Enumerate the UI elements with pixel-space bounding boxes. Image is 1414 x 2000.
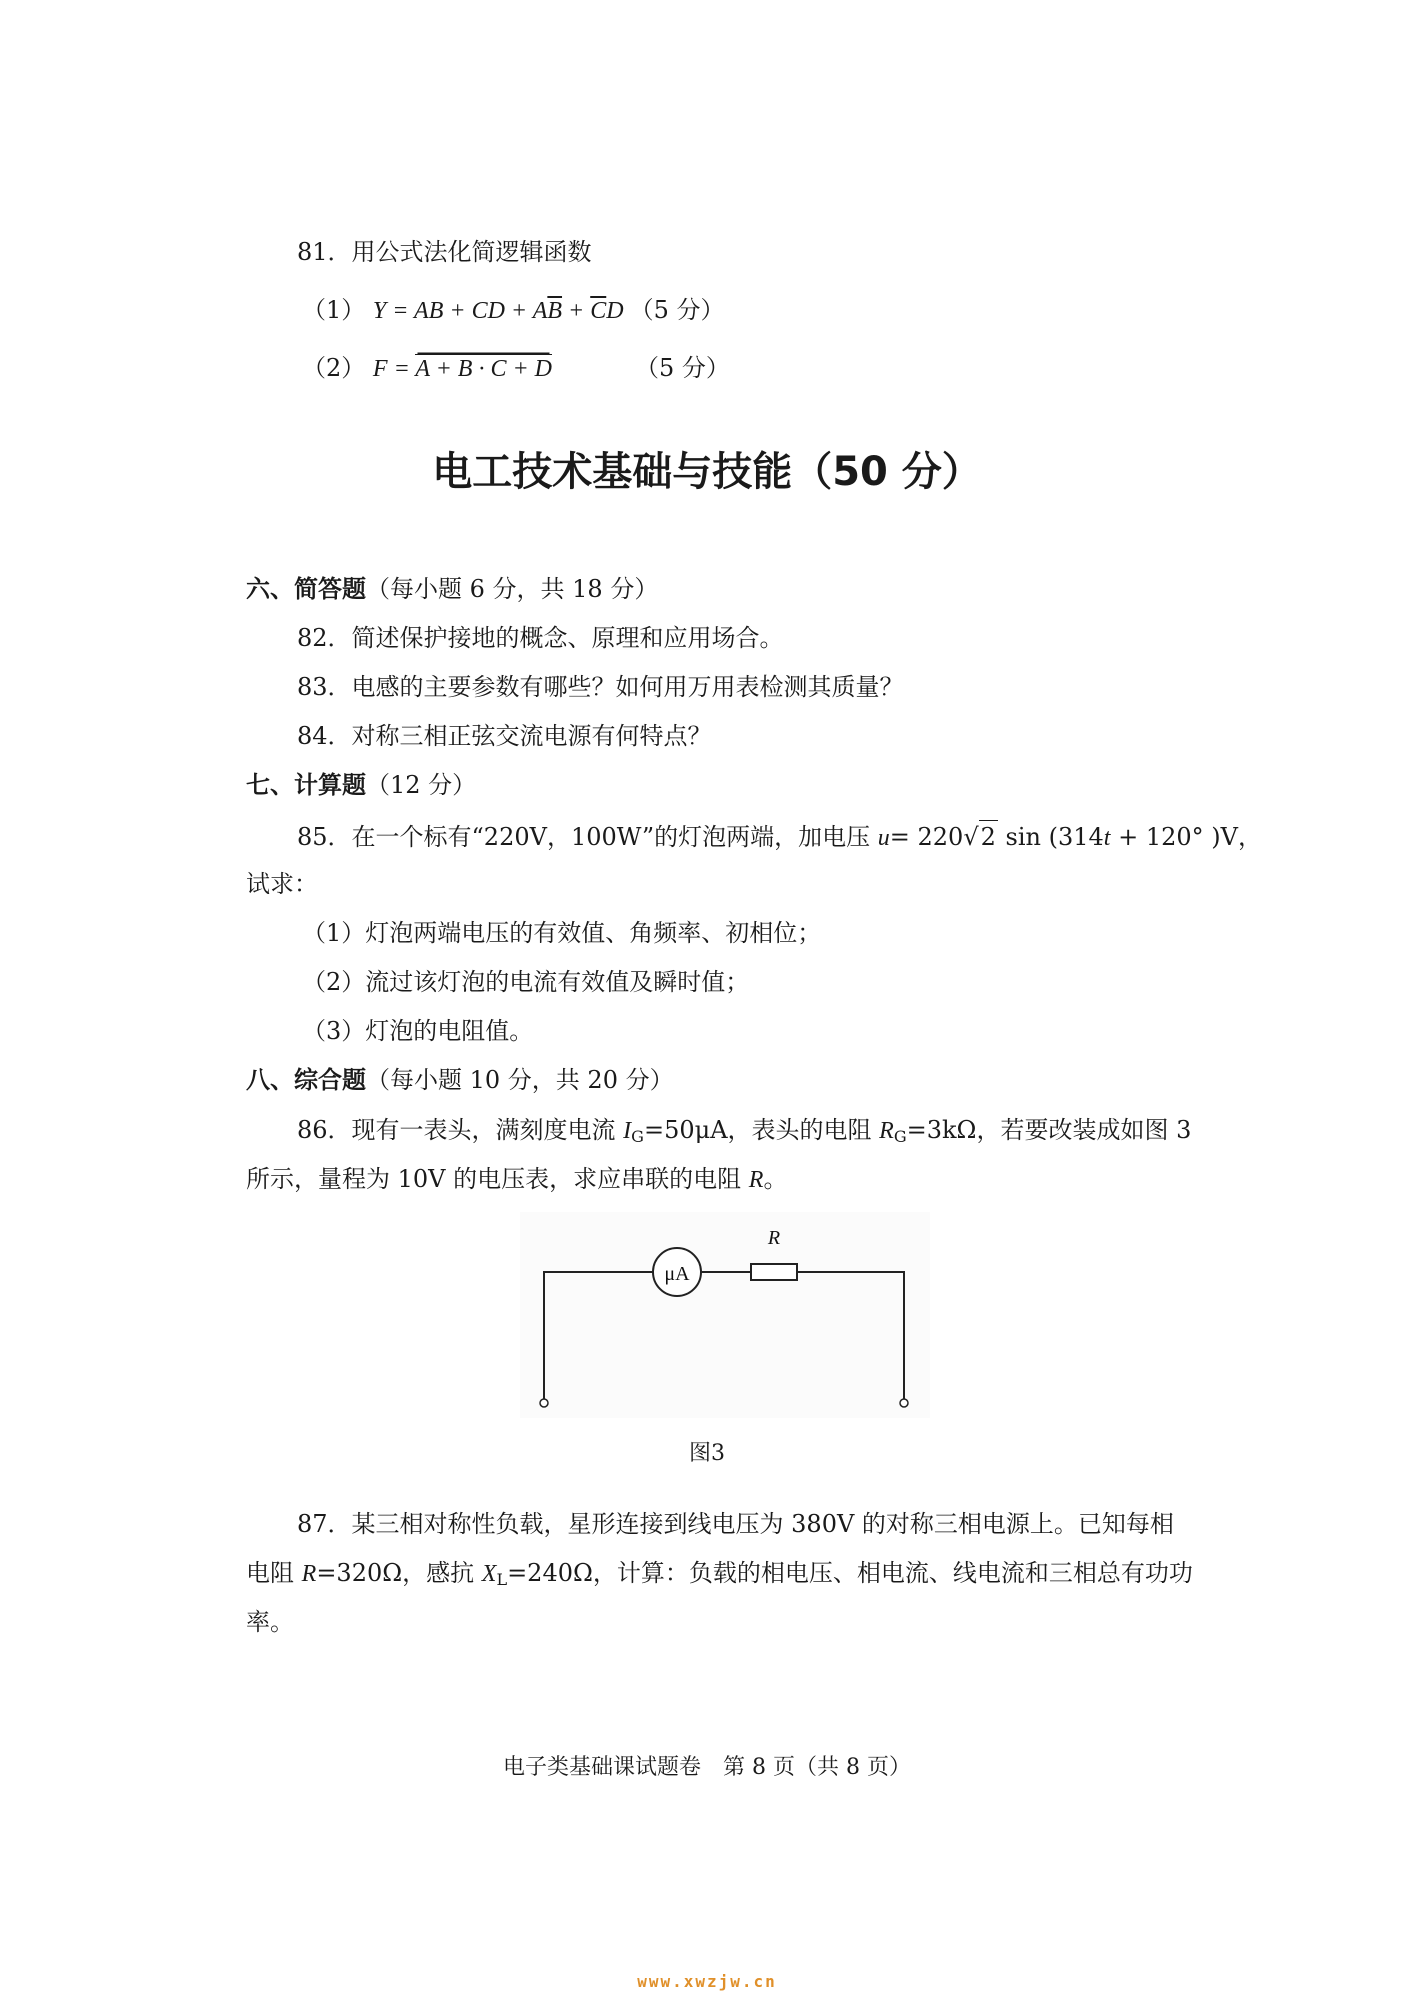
section-8-heading: 八、综合题 bbox=[246, 1066, 366, 1094]
sqrt-2: 2 bbox=[979, 820, 998, 853]
circuit-diagram bbox=[520, 1212, 930, 1418]
section-7-heading: 七、计算题 bbox=[246, 771, 366, 799]
question-85-line1: 85．在一个标有“220V，100W”的灯泡两端，加电压 u= 220√2 sin (314t + 120° )V， bbox=[297, 820, 1262, 854]
figure-background bbox=[520, 1212, 930, 1418]
q81-part2-score: （5 分） bbox=[635, 354, 730, 382]
question-85-line2: 试求： bbox=[246, 870, 318, 898]
q81-part1 bbox=[302, 294, 725, 327]
q81-part2-number: （2） bbox=[302, 354, 366, 382]
question-86-line1: 86．现有一表头，满刻度电流 $I_G=50\mu A$，表头的电阻 $R_G=3k\Omega$，若要改装成如图 3 bbox=[297, 1116, 1192, 1146]
q81-part1-formula: Y = AB + CD + $A\overline{B} + \overline{C}D$ bbox=[372, 298, 624, 324]
question-86-line2: 所示，量程为 10V 的电压表，求应串联的电阻 R。 bbox=[246, 1165, 788, 1193]
terminal-right bbox=[900, 1399, 908, 1407]
question-85-part2: （2）流过该灯泡的电流有效值及瞬时值； bbox=[302, 968, 750, 996]
question-87-line3: 率。 bbox=[246, 1608, 294, 1636]
q81-part1-number: （1） bbox=[302, 296, 366, 324]
question-83: 83．电感的主要参数有哪些？如何用万用表检测其质量？ bbox=[297, 673, 904, 701]
question-84: 84．对称三相正弦交流电源有何特点？ bbox=[297, 722, 712, 750]
figure-caption: 图3 bbox=[689, 1441, 725, 1466]
terminal-left bbox=[540, 1399, 548, 1407]
meter-label: μA bbox=[664, 1263, 690, 1285]
section-7-note: （12 分） bbox=[366, 771, 477, 799]
resistor-icon bbox=[751, 1264, 797, 1280]
q81-part2-formula: F = A + B · C + D bbox=[372, 356, 552, 382]
q81-part1-score: （5 分） bbox=[629, 296, 725, 324]
section-7-heading-line bbox=[246, 769, 476, 801]
q81-part2 bbox=[302, 352, 552, 385]
section-8-note: （每小题 10 分，共 20 分） bbox=[366, 1066, 674, 1094]
page-footer: 电子类基础课试题卷 第 8 页（共 8 页） bbox=[503, 1755, 911, 1780]
section-6-note: （每小题 6 分，共 18 分） bbox=[366, 575, 659, 603]
section-6-heading-line bbox=[246, 573, 658, 605]
section-8-heading-line bbox=[246, 1064, 674, 1096]
question-87-line1: 87．某三相对称性负载，星形连接到线电压为 380V 的对称三相电源上。已知每相 bbox=[297, 1510, 1174, 1538]
question-87-line2: 电阻 R=320Ω，感抗 $X_L=240\Omega$，计算：负载的相电压、相电流、线电流和三相总有功功 bbox=[246, 1559, 1193, 1589]
question-82: 82．简述保护接地的概念、原理和应用场合。 bbox=[297, 624, 784, 652]
watermark: www.xwzjw.cn bbox=[637, 1972, 777, 1991]
section-6-heading: 六、简答题 bbox=[246, 575, 366, 603]
resistor-label: R bbox=[767, 1227, 781, 1249]
section-title: 电工技术基础与技能（50 分） bbox=[432, 449, 982, 495]
question-85-part3: （3）灯泡的电阻值。 bbox=[302, 1017, 534, 1045]
question-85-part1: （1）灯泡两端电压的有效值、角频率、初相位； bbox=[302, 919, 822, 947]
q81-stem: 81．用公式法化简逻辑函数 bbox=[297, 238, 592, 266]
